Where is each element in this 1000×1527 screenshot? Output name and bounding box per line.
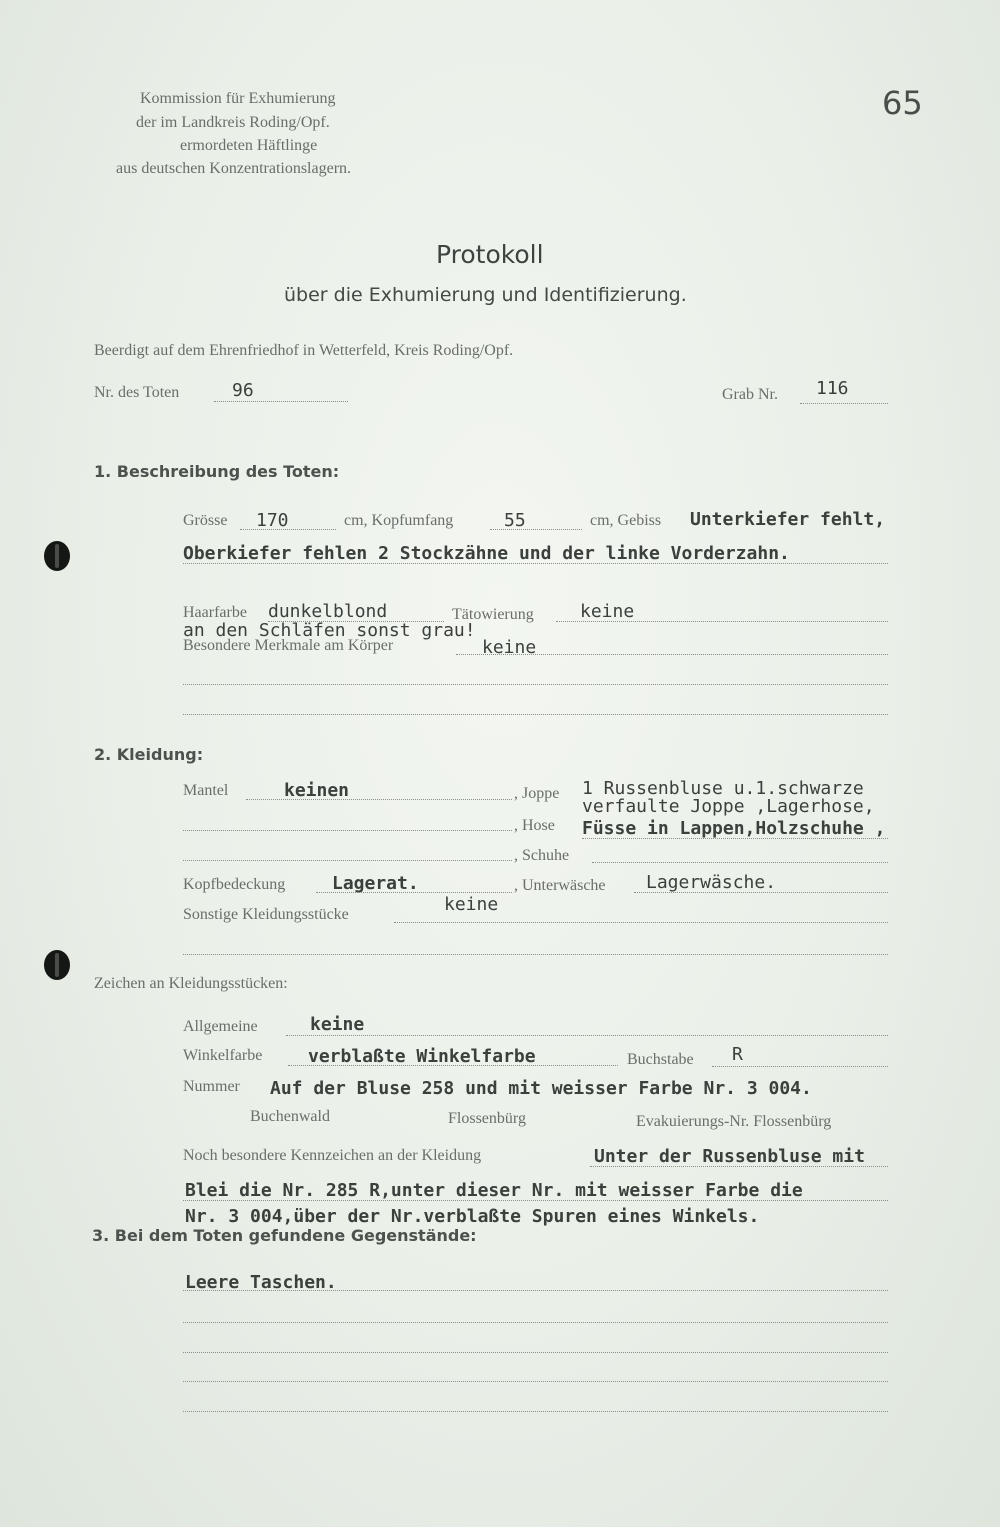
groesse-label: Grösse [183,512,228,529]
kopfbedeckung-label: Kopfbedeckung [183,876,286,893]
column-buchenwald: Buchenwald [250,1108,330,1125]
taetowierung-value: keine [580,601,635,622]
column-evakuierung: Evakuierungs-Nr. Flossenbürg [636,1113,832,1130]
unterwaesche-label: , Unterwäsche [514,877,606,894]
commission-line-1: Kommission für Exhumierung [140,90,336,107]
winkelfarbe-value: verblaßte Winkelfarbe [308,1046,536,1067]
document-title: Protokoll [436,240,544,269]
mantel-value: keinen [284,780,350,801]
allgemeine-label: Allgemeine [183,1018,258,1035]
joppe-value-2: verfaulte Joppe ,Lagerhose, [582,796,875,817]
grab-value: 116 [816,378,849,399]
page-number: 65 [882,84,923,122]
toten-value: 96 [232,380,254,401]
kopfumfang-label: cm, Kopfumfang [344,512,454,529]
nummer-label: Nummer [183,1078,240,1095]
groesse-value: 170 [256,510,289,531]
merkmale-label: Besondere Merkmale am Körper [183,637,394,654]
punch-hole-top [44,541,70,571]
unterwaesche-value: Lagerwäsche. [646,872,777,893]
punch-hole-bottom [44,950,70,980]
sonstige-label: Sonstige Kleidungsstücke [183,906,349,923]
buchstabe-label: Buchstabe [627,1051,694,1068]
section-3-value: Leere Taschen. [185,1272,337,1293]
joppe-label: , Joppe [514,785,560,802]
burial-line: Beerdigt auf dem Ehrenfriedhof in Wetterfeld, Kreis Roding/Opf. [94,342,514,359]
noch-value: Unter der Russenbluse mit [594,1146,865,1167]
hose-value: Füsse in Lappen,Holzschuhe , [582,818,886,839]
commission-line-4: aus deutschen Konzentrationslagern. [116,160,352,177]
joppe-value: 1 Russenbluse u.1.schwarze [582,778,864,799]
section-3-heading: 3. Bei dem Toten gefundene Gegenstände: [92,1226,477,1245]
merkmale-value: keine [482,637,537,658]
haarfarbe-label: Haarfarbe [183,604,247,621]
gebiss-value: Unterkiefer fehlt, [690,509,886,530]
commission-line-2: der im Landkreis Roding/Opf. [136,114,330,131]
nummer-value: Auf der Bluse 258 und mit weisser Farbe Nr. 3 004. [270,1078,812,1099]
allgemeine-value: keine [310,1014,365,1035]
kopfumfang-value: 55 [504,510,526,531]
buchstabe-value: R [732,1044,743,1065]
zeichen-heading: Zeichen an Kleidungsstücken: [94,975,288,992]
toten-label: Nr. des Toten [94,384,180,401]
document-subtitle: über die Exhumierung und Identifizierung. [284,284,687,306]
sonstige-value: keine [444,894,499,915]
schuhe-label: , Schuhe [514,847,570,864]
hose-label: , Hose [514,817,555,834]
haarfarbe-value-2: an den Schläfen sonst grau! [183,620,476,641]
commission-line-3: ermordeten Häftlinge [180,137,318,154]
winkelfarbe-label: Winkelfarbe [183,1047,263,1064]
taetowierung-label: Tätowierung [452,606,534,623]
gebiss-label: cm, Gebiss [590,512,662,529]
gebiss-value-2: Oberkiefer fehlen 2 Stockzähne und der linke Vorderzahn. [183,543,790,564]
haarfarbe-value: dunkelblond [268,601,388,622]
noch-label: Noch besondere Kennzeichen an der Kleidung [183,1147,482,1164]
section-1-heading: 1. Beschreibung des Toten: [94,462,340,481]
column-flossenbuerg: Flossenbürg [448,1110,526,1127]
noch-value-2: Blei die Nr. 285 R,unter dieser Nr. mit weisser Farbe die [185,1180,803,1201]
grab-label: Grab Nr. [722,386,778,403]
kopfbedeckung-value: Lagerat. [332,873,419,894]
noch-value-3: Nr. 3 004,über der Nr.verblaßte Spuren eines Winkels. [185,1206,760,1227]
section-2-heading: 2. Kleidung: [94,745,204,764]
mantel-label: Mantel [183,782,229,799]
